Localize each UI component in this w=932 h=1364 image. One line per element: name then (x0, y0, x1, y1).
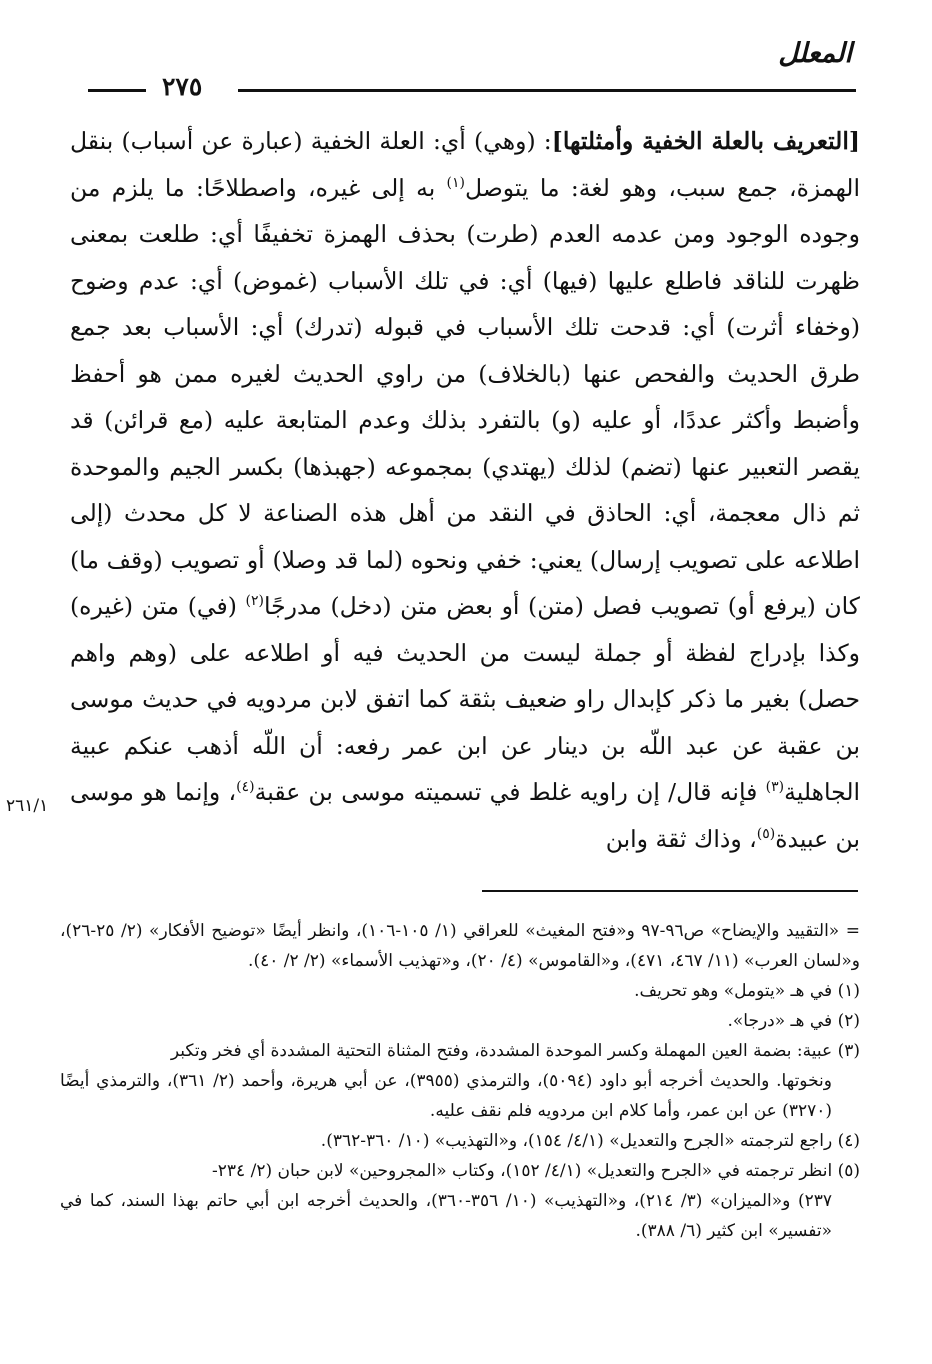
footnote-5-continuation: ٢٣٧) و«الميزان» (٣/ ٢١٤)، و«التهذيب» (١٠/ ٣٥٦-٣٦٠)، والحديث أخرجه ابن أبي حاتم بهذا السند، كما في «تفسير» ابن كثير (٦/ ٣٨٨). (60, 1191, 832, 1241)
footnote-3-continuation: ونخوتها. والحديث أخرجه أبو داود (٥٠٩٤)، والترمذي (٣٩٥٥)، عن أبي هريرة، وأحمد (٢/ ٣٦١)، والترمذي أيضًا (٣٢٧٠) عن ابن عمر، وأما كلام ابن مردويه فلم نقف عليه. (60, 1071, 832, 1121)
header-rule-right (238, 89, 856, 92)
footnote-1: (١) في هـ «يتومل» وهو تحريف. (634, 981, 860, 1001)
footnotes (60, 916, 860, 1246)
page-number: ٢٧٥ (162, 72, 203, 101)
footnote-4: (٤) راجع لترجمته «الجرح والتعديل» (٤/١/ ١٥٤)، و«التهذيب» (١٠/ ٣٦٠-٣٦٢). (320, 1131, 860, 1151)
running-header-title: المعلل (778, 38, 852, 69)
section-heading: [التعريف بالعلة الخفية وأمثلتها] (551, 127, 860, 155)
text-run: : (وهي) أي: العلة الخفية (عبارة عن أسباب) بنقل الهمزة، جمع سبب، وهو لغة: ما يتوصل (70, 127, 860, 202)
text-run: ، وذاك ثقة وابن (605, 824, 757, 853)
text-run: فإنه قال/ إن راويه غلط في تسميته موسى بن عقبة (254, 778, 766, 806)
footnote-ref-1[interactable]: (١) (446, 174, 466, 191)
footnote-ref-2[interactable]: (٢) (245, 593, 264, 610)
footnote-ref-4[interactable]: (٤) (236, 779, 255, 796)
text-run: ، وإنما هو موسى بن عبيدة (70, 778, 860, 853)
main-paragraph (70, 118, 860, 862)
text-run: به إلى غيره، واصطلاحًا: ما يلزم من وجوده الوجود ومن عدمه العدم (طرت) بحذف الهمزة تخفيفًا أي: طلعت بمعنى ظهرت للناقد فاطلع عليها (فيها) أي: في تلك الأسباب (غموض) أي: عدم وضوح (وخفاء أثرت) أي: قدحت تلك الأسباب في قبوله (تدرك) أي: الأسباب بعد جمع طرق الحديث والفحص عنها (بالخلاف) من راوي الحديث لغيره ممن هو أحفظ وأضبط وأكثر عددًا، أو عليه (و) بالتفرد بذلك وعدم المتابعة عليه (مع قرائن) قد يقصر التعبير عنها (تضم) لذلك (يهتدي) بمجموعه (جهبذها) بكسر الجيم والموحدة ثم ذال معجمة، أي: الحاذق في النقد من أهل هذه الصناعة لا كل محدث (إلى اطلاعه على تصويب إرسال) يعني: خفي ونحوه (لما قد وصلا) أو تصويب (وقف ما) كان (يرفع أو) تصويب فصل (متن) أو بعض متن (دخل) مدرجًا (70, 173, 860, 620)
footnote-separator (482, 890, 858, 892)
footnote-5 (60, 1156, 860, 1246)
main-text (70, 118, 860, 862)
footnote-ref-3[interactable]: (٣) (765, 779, 785, 796)
footnote-5-line: (٥) انظر ترجمته في «الجرح والتعديل» (٤/١/ ١٥٢)، وكتاب «المجروحين» لابن حبان (٢/ ٢٣٤- (212, 1161, 860, 1181)
footnote-2: (٢) في هـ «درجا». (727, 1011, 860, 1031)
footnote-3-line: (٣) عبية: بضمة العين المهملة وكسر الموحدة المشددة، وفتح المثناة التحتية المشددة أي فخر وتكبر (170, 1041, 860, 1061)
header-rule-left (88, 89, 146, 92)
footnote-3 (60, 1036, 860, 1126)
text-run: (في) متن (غيره) وكذا بإدراج لفظة أو جملة ليست من الحديث فيه أو اطلاعه على (وهم واهم حصل) بغير ما ذكر كإبدال راو ضعيف بثقة كما اتفق لابن مردويه في حديث موسى بن عقبة عن عبد اللّه بن دينار عن ابن عمر رفعه: أن اللّه أذهب عنكم عبية الجاهلية (70, 592, 861, 806)
footnote-ref-5[interactable]: (٥) (756, 825, 776, 842)
margin-page-reference: ٢٦١/١ (6, 796, 49, 816)
footnote-continuation: = «التقييد والإيضاح» ص٩٦-٩٧ و«فتح المغيث» للعراقي (١/ ١٠٥-١٠٦)، وانظر أيضًا «توضيح الأفكار» (٢/ ٢٥-٢٦)، و«لسان العرب» (١١/ ٤٦٧، ٤٧١)، و«القاموس» (٤/ ٢٠)، و«تهذيب الأسماء» (٢/ ٢/ ٤٠). (60, 921, 861, 971)
